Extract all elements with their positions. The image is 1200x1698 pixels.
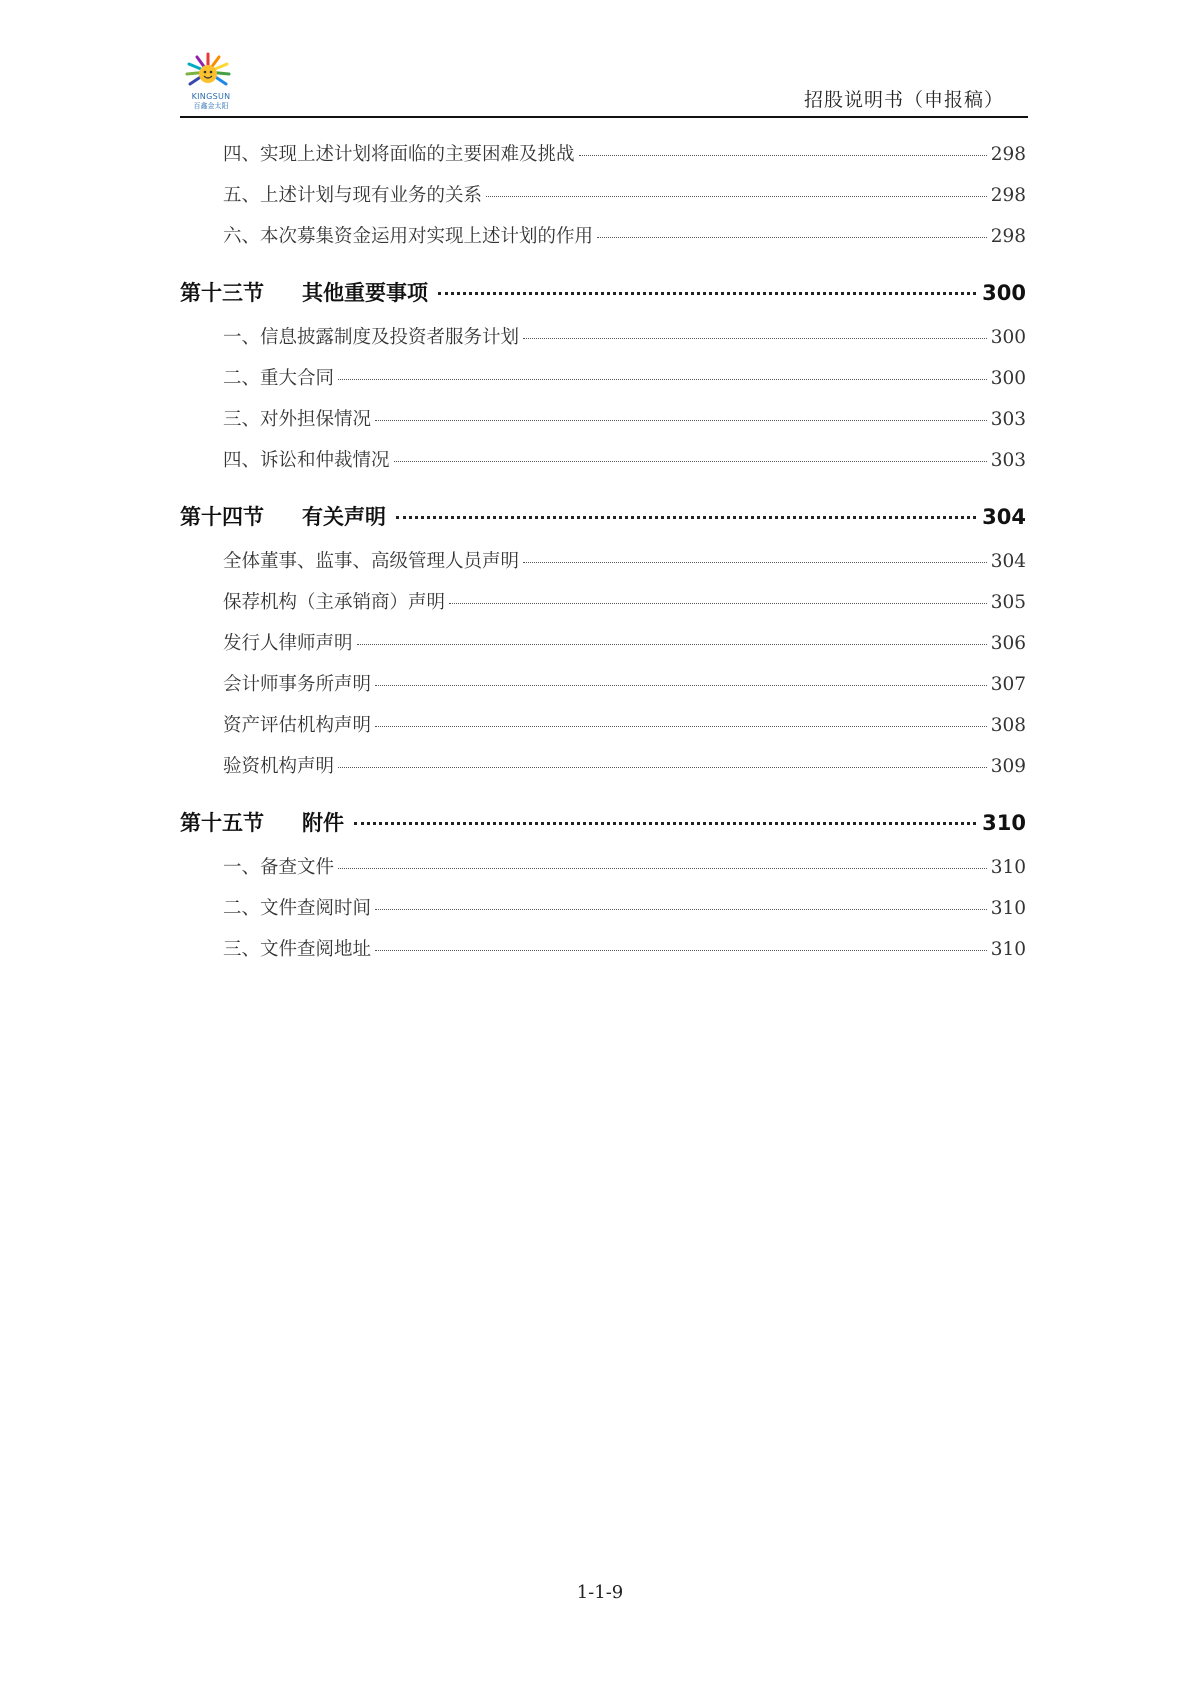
toc-entry[interactable] — [180, 405, 1026, 446]
dot-leader — [579, 155, 987, 156]
toc-entry-label: 全体董事、监事、高级管理人员声明 — [223, 551, 520, 572]
page-header — [180, 48, 1028, 118]
toc-entry[interactable] — [180, 894, 1026, 935]
toc-entry-label: 一、备查文件 — [223, 857, 335, 878]
toc-entry-page: 303 — [990, 409, 1026, 430]
toc-entry-page: 304 — [990, 551, 1026, 572]
toc-entry-label: 保荐机构（主承销商）声明 — [223, 592, 446, 613]
dot-leader — [486, 196, 987, 197]
dot-leader — [375, 420, 987, 421]
toc-entry-label: 六、本次募集资金运用对实现上述计划的作用 — [223, 226, 594, 247]
toc-entry-page: 298 — [990, 226, 1026, 247]
logo-text: KINGSUN — [191, 92, 231, 101]
section-page: 304 — [982, 505, 1026, 529]
toc-entry[interactable] — [180, 711, 1026, 752]
toc-entry[interactable] — [180, 670, 1026, 711]
document-title: 招股说明书（申报稿） — [803, 89, 1004, 111]
section-title: 附件 — [302, 811, 344, 835]
dot-leader — [338, 868, 987, 869]
toc-section-13[interactable] — [180, 277, 1026, 320]
toc-entry-label: 三、文件查阅地址 — [223, 939, 372, 960]
section-number: 第十四节 — [180, 505, 264, 529]
toc-entry[interactable] — [180, 181, 1026, 222]
toc-entry-page: 298 — [990, 185, 1026, 206]
dot-leader — [438, 292, 976, 295]
dot-leader — [394, 461, 987, 462]
dot-leader — [338, 767, 987, 768]
toc-entry-page: 298 — [990, 144, 1026, 165]
toc-entry-page: 306 — [990, 633, 1026, 654]
toc-entry[interactable] — [180, 752, 1026, 793]
toc-entry-page: 309 — [990, 756, 1026, 777]
toc-section-14[interactable] — [180, 501, 1026, 544]
toc-entry-label: 会计师事务所声明 — [223, 674, 372, 695]
toc-entry-label: 三、对外担保情况 — [223, 409, 372, 430]
section-number: 第十五节 — [180, 811, 264, 835]
toc-entry[interactable] — [180, 446, 1026, 487]
table-of-contents — [180, 140, 1026, 976]
toc-entry-label: 四、诉讼和仲裁情况 — [223, 450, 390, 471]
dot-leader — [338, 379, 987, 380]
toc-entry-label: 发行人律师声明 — [223, 633, 353, 654]
toc-entry-page: 310 — [990, 898, 1026, 919]
section-title: 其他重要事项 — [302, 281, 428, 305]
dot-leader — [523, 562, 987, 563]
dot-leader — [375, 950, 987, 951]
toc-entry-page: 307 — [990, 674, 1026, 695]
dot-leader — [357, 644, 987, 645]
dot-leader — [523, 338, 987, 339]
toc-entry-page: 300 — [990, 368, 1026, 389]
toc-entry-page: 310 — [990, 939, 1026, 960]
toc-entry[interactable] — [180, 323, 1026, 364]
toc-entry[interactable] — [180, 629, 1026, 670]
section-page: 310 — [982, 811, 1026, 835]
toc-section-15[interactable] — [180, 807, 1026, 850]
section-page: 300 — [982, 281, 1026, 305]
toc-entry[interactable] — [180, 364, 1026, 405]
toc-entry-label: 一、信息披露制度及投资者服务计划 — [223, 327, 520, 348]
dot-leader — [375, 685, 987, 686]
toc-entry-label: 二、重大合同 — [223, 368, 335, 389]
toc-entry-label: 四、实现上述计划将面临的主要困难及挑战 — [223, 144, 575, 165]
company-logo — [183, 52, 233, 112]
toc-entry-page: 305 — [990, 592, 1026, 613]
toc-entry-page: 303 — [990, 450, 1026, 471]
toc-entry-label: 五、上述计划与现有业务的关系 — [223, 185, 483, 206]
toc-entry-label: 验资机构声明 — [223, 756, 335, 777]
dot-leader — [449, 603, 987, 604]
toc-entry[interactable] — [180, 853, 1026, 894]
toc-entry[interactable] — [180, 588, 1026, 629]
sun-logo-icon — [183, 52, 233, 92]
dot-leader — [375, 909, 987, 910]
toc-entry[interactable] — [180, 222, 1026, 263]
page-number: 1-1-9 — [576, 1582, 624, 1603]
toc-entry-page: 310 — [990, 857, 1026, 878]
toc-entry-label: 二、文件查阅时间 — [223, 898, 372, 919]
toc-entry[interactable] — [180, 547, 1026, 588]
toc-entry-page: 300 — [990, 327, 1026, 348]
toc-entry-page: 308 — [990, 715, 1026, 736]
toc-entry-label: 资产评估机构声明 — [223, 715, 372, 736]
section-number: 第十三节 — [180, 281, 264, 305]
toc-entry[interactable] — [180, 935, 1026, 976]
dot-leader — [597, 237, 987, 238]
section-title: 有关声明 — [302, 505, 386, 529]
toc-entry[interactable] — [180, 140, 1026, 181]
dot-leader — [354, 822, 976, 825]
dot-leader — [396, 516, 976, 519]
logo-subtext: 百鑫金太阳 — [193, 102, 229, 110]
dot-leader — [375, 726, 987, 727]
